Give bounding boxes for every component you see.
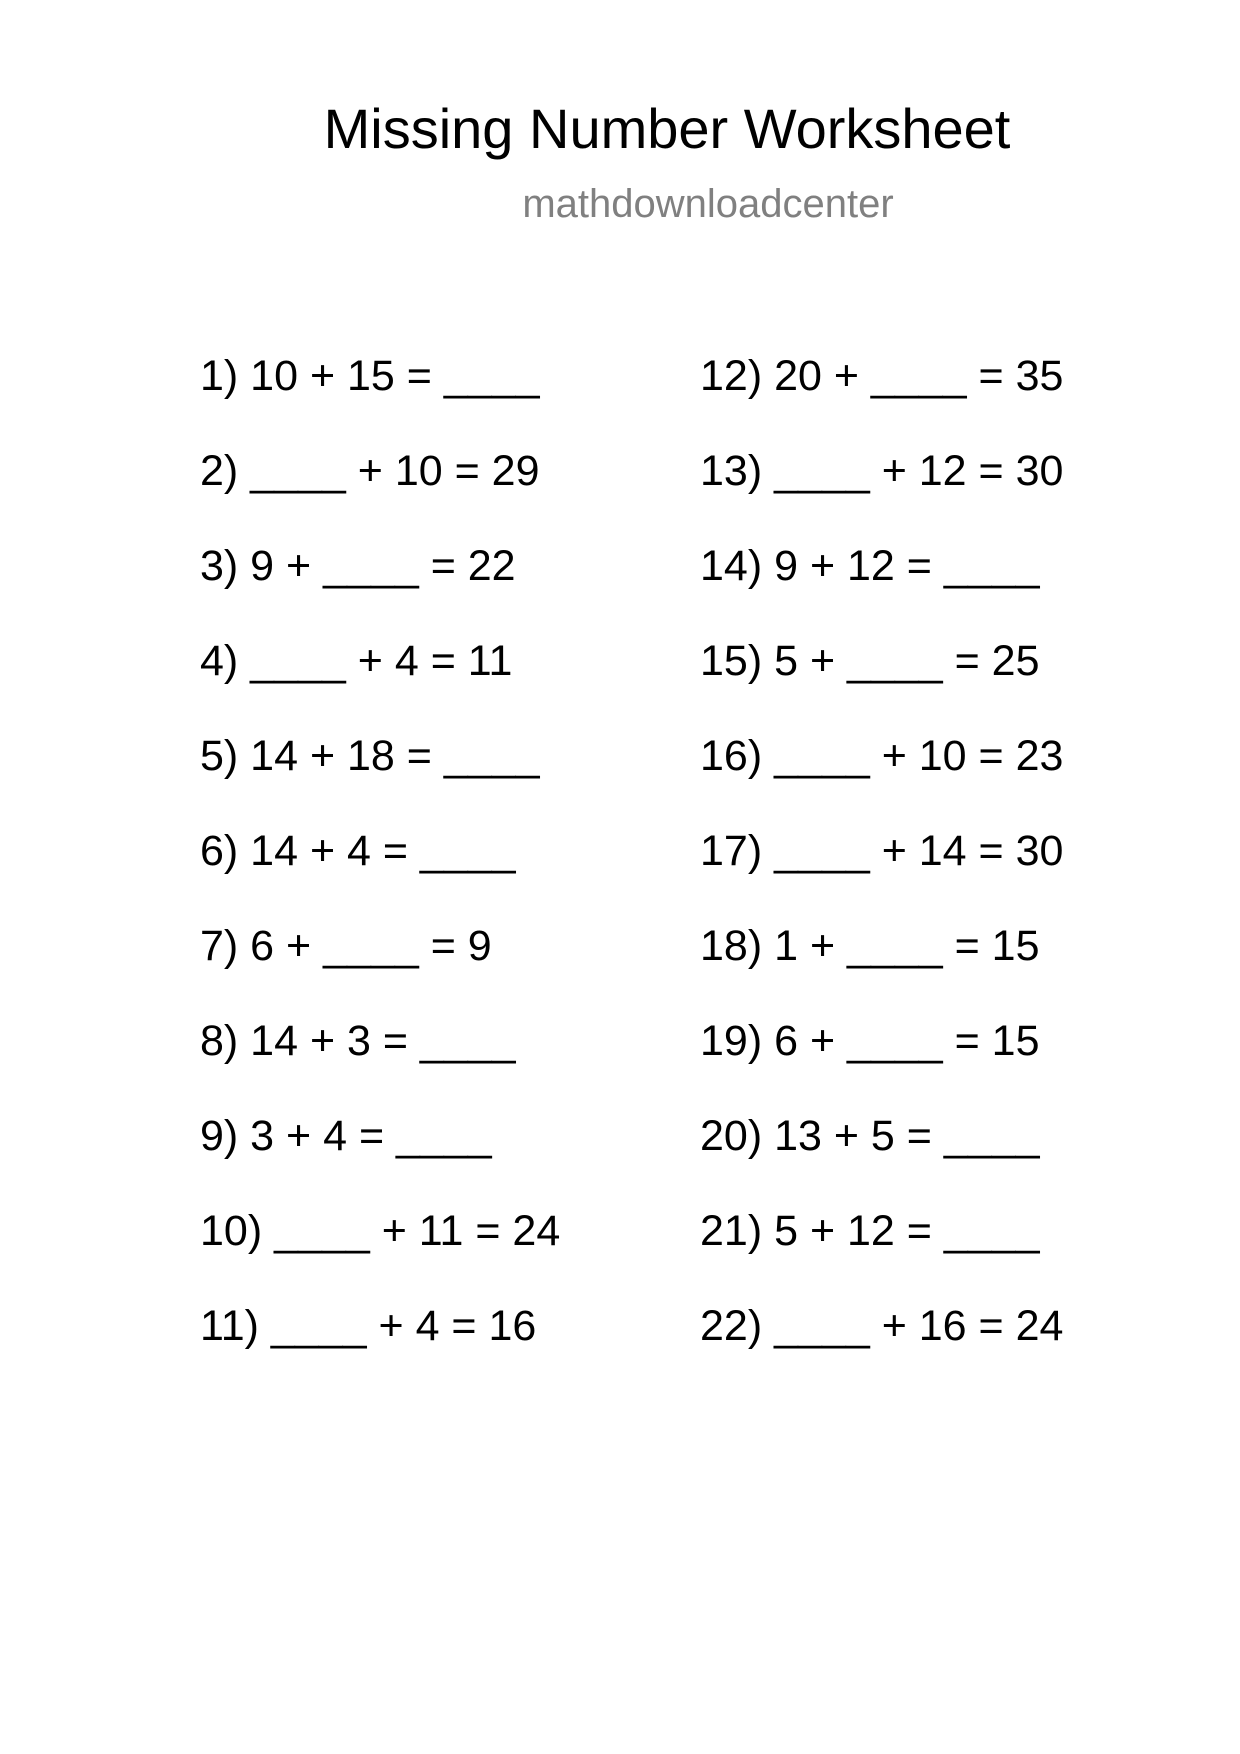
- problem-item: 16) ____ + 10 = 23: [700, 732, 1064, 780]
- problem-column-right: [700, 348, 1063, 1393]
- problem-item: 8) 14 + 3 = ____: [200, 1017, 516, 1065]
- problem-item: 2) ____ + 10 = 29: [200, 447, 540, 495]
- problem-column-left: [200, 348, 560, 1393]
- problem-item: 6) 14 + 4 = ____: [200, 827, 516, 875]
- problem-item: 4) ____ + 4 = 11: [200, 637, 513, 685]
- problem-item: 17) ____ + 14 = 30: [700, 827, 1064, 875]
- problem-item: 10) ____ + 11 = 24: [200, 1207, 561, 1255]
- problem-item: 14) 9 + 12 = ____: [700, 542, 1040, 590]
- problem-item: 20) 13 + 5 = ____: [700, 1112, 1040, 1160]
- problem-item: 19) 6 + ____ = 15: [700, 1017, 1040, 1065]
- problem-item: 1) 10 + 15 = ____: [200, 352, 540, 400]
- problem-item: 9) 3 + 4 = ____: [200, 1112, 492, 1160]
- problem-item: 21) 5 + 12 = ____: [700, 1207, 1040, 1255]
- problem-item: 5) 14 + 18 = ____: [200, 732, 540, 780]
- problem-item: 22) ____ + 16 = 24: [700, 1302, 1064, 1350]
- problem-item: 18) 1 + ____ = 15: [700, 922, 1040, 970]
- problem-item: 15) 5 + ____ = 25: [700, 637, 1040, 685]
- problem-item: 11) ____ + 4 = 16: [200, 1302, 537, 1350]
- problem-item: 7) 6 + ____ = 9: [200, 922, 492, 970]
- worksheet-source: mathdownloadcenter: [522, 182, 894, 226]
- worksheet-title: Missing Number Worksheet: [323, 97, 1011, 160]
- problem-item: 12) 20 + ____ = 35: [700, 352, 1064, 400]
- problem-item: 13) ____ + 12 = 30: [700, 447, 1064, 495]
- problem-item: 3) 9 + ____ = 22: [200, 542, 516, 590]
